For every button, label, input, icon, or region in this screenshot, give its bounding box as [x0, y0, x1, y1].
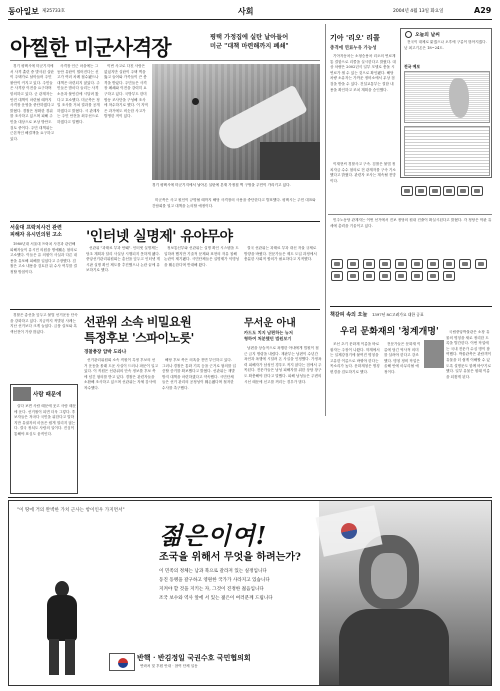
ad-sponsor: 반핵 · 반김정일 국권수호 국민협의회 [137, 653, 251, 662]
ad-top-line: "이 땅에 거의 완벽한 가치 근사는 항이인우 가지면서" [17, 508, 125, 513]
column-body: 살다 보면 사람 때문에 웃고 사람 때문에 운다. 선거철이 되면 더욱 그렇다. 후보자들은 저마다 국민을 위한다고 말하지만 유권자의 마음은 쉽게 열리지 않는다. 결국 정치도 사람의 일이다. 진심이 통해야 표심도 움직인다. [14, 404, 76, 436]
ad-sponsor-info: 연락처 및 후원 안내 · 참여 단체 일동 [140, 664, 198, 668]
ad-slogan: 젊은이여! [159, 521, 268, 550]
ad-body-line: 지켜야 할 것을 지키는 자, 그것이 진정한 젊음입니다 [159, 587, 264, 592]
page-number: A29 [474, 6, 492, 15]
face-icon [363, 271, 375, 281]
culture-body-2: 전문가들은 문화재 이름에 담긴 역사적 의미를 살려야 한다고 강조했다. 명칭 정비 작업은 올해 안에 마무리될 예정이다. [384, 342, 421, 374]
culture-side-col: 국립중앙박물관은 소장 유물의 명칭을 새로 정리한 도록을 발간한다. 이번 작업에는 국내 전문가 수십 명이 참여했다. 박물관측은 관람객이 유물을 더 쉽게 이해할 수 있도록 설명문도 함께 바꾸기로 했다. 일부 유물은 원래 이름을 되찾게 된다. [446, 330, 492, 379]
cloud-icon [443, 186, 455, 196]
lead-photo-caption: 경기 평택시에 미군기지에서 날아온 실탄에 본재 가정집 벽 구멍을 주민이 가리키고 있다. [152, 183, 291, 187]
story2-body-3: 결국 선관위는 과태료 부과 대신 자율 규제로 방향을 바꿨다. 전문가들은 제도 도입 과정에서 충분한 사회적 합의가 필요하다고 지적했다. [244, 246, 317, 262]
sidebar-brief-1: 이재현씨 경찰사고 구속. 검찰은 불법 정치자금 수수 혐의로 전 관계자를 구속 기소했다고 밝혔다. 관련자 조사는 계속될 전망이다. [330, 162, 396, 183]
story2-headline: '인터넷 실명제' 유야무야 [86, 229, 233, 245]
story3-top-rule [10, 309, 320, 310]
ad-question: 조국을 위해서 무엇을 하려는가? [159, 552, 301, 563]
face-icon [331, 259, 343, 269]
cloud-icon [429, 186, 441, 196]
weather-summary: 전국이 대체로 맑겠으나 오후에 구름이 많아지겠다. 낮 최고기온은 18~24도. [404, 40, 487, 50]
culture-headline: 우리 문화재의 '청계개명' [340, 327, 439, 337]
story2-kicker: 서울대 프락치사건 관련 피해자 유시민의원 고소 [10, 225, 62, 238]
lead-headline: 아찔한 미군사격장 [10, 35, 171, 60]
face-icon [331, 271, 343, 281]
story2-body-1: 선관위 "과태료 부과 안돼". 인터넷 실명제는 당초 계획과 달리 사실상 시행되지 못하게 됐다. 중앙선거관리위원회는 총선을 앞두고 인터넷 게시판 실명 확인 제도를 추진했으나 논란 끝에 유보하기로 했다. [86, 246, 160, 273]
cloud-icon [471, 186, 483, 196]
column-portrait [13, 387, 31, 401]
weather-map [404, 71, 490, 123]
masthead [8, 6, 492, 18]
culture-body-1: 조선 초기 문화재 이름을 바로잡자는 주장이 나왔다. 학계에서는 일제강점기에 붙여진 명칭을 고유한 이름으로 바꿔야 한다는 목소리가 높다. 문화재청은 명칭 변경을 검토하기로 했다. [330, 342, 380, 374]
story3-body-2: 해당 후보 측은 의혹을 전면 부인하고 있다. 그러나 경찰은 통화 기록 등을 근거로 혐의를 입증할 증거를 확보했다고 밝혔다. 선관위는 재발 방지 대책을 마련하겠다고 약속했다. 시민단체들은 선거 관리의 공정성이 훼손됐다며 철저한 수사를 촉구했다. [162, 358, 236, 390]
weather-table [404, 126, 490, 176]
cloud-icon [401, 186, 413, 196]
paper-name: 동아일보 [8, 7, 39, 16]
ad-body-line: 조국 보수와 역사 앞에 서 있는 젊은이 여러분께 드립니다 [159, 596, 273, 601]
lead-headline-divider [10, 60, 320, 61]
ad-right-portrait [319, 501, 492, 686]
column-label: 사람 때문에 [33, 392, 62, 398]
face-icon [459, 259, 471, 269]
lead-body-col-2: 사격장 인근 마을에는 그동안 유탄이 떨어진다는 신고가 여러 차례 접수됐으나 대책은 마련되지 않았다. 주민들은 밤마다 들리는 사격 소음과 불안감에 시달려 왔다고 호소했다. 미군측은 정밀 조사를 거쳐 결과를 공개하겠다고 밝혔다. 시 관계자는 주민 안전을 최우선으로 하겠다고 말했다. [57, 64, 100, 124]
cloud-icon [457, 186, 469, 196]
story4-headline: 무서운 아내 [244, 318, 296, 329]
face-icon [379, 271, 391, 281]
ad-top-rule [8, 497, 492, 498]
lead-body-col-3: 이번 사고로 다친 사람은 없었지만 실탄이 주택 벽을 뚫고 들어와 가족들이 큰 충격을 받았다. 주민들은 사격장 폐쇄와 이전을 강력히 요구하고 있다. 국방부도 한미 합동 조사단을 구성해 조사에 착수하기로 했다. 이 지역은 과거에도 비슷한 사고가 발생한 적이 있다. [104, 64, 148, 119]
face-icon [475, 259, 487, 269]
face-icon [379, 259, 391, 269]
face-icon [411, 271, 423, 281]
weather-icon-grid [400, 181, 492, 215]
issue-number: 제25733호 [42, 9, 66, 14]
story2-kicker-body: 1980년대 서울대 프락치 사건과 관련해 피해자들이 유시민 의원을 명예훼손 혐의로 고소했다. 이들은 유 의원이 사실과 다른 내용을 유포해 피해를 입었다고 주장했다. 검찰은 고소 내용을 검토한 뒤 수사 여부를 결정할 방침이다. [10, 242, 78, 274]
section-title: 사회 [238, 7, 254, 16]
lead-photo [152, 64, 320, 180]
sidebar-brief-2: 민주노동당 관계자는 이번 선거에서 진보 정당의 원내 진출이 확실시된다고 밝혔다. 각 정당은 막판 유세에 총력을 기울이고 있다. [330, 218, 492, 228]
culture-kicker [330, 310, 424, 319]
story2-top-rule [10, 221, 320, 222]
cloud-icon [415, 186, 427, 196]
poll-icon-row [330, 259, 492, 303]
face-icon [347, 271, 359, 281]
story2-body-2: 정보통신부와 선관위는 실명 확인 시스템을 도입하려 했지만 기술적 문제와 표현의 자유 침해 논란이 제기됐다. 시민단체들은 실명제가 익명성을 훼손한다며 반대해 왔다. [164, 246, 240, 267]
face-icon [411, 259, 423, 269]
weather-title: 오늘의 날씨 [415, 33, 440, 38]
lead-body-col-1: 경기 평택시에 미군기지에서 사격 훈련 중 발사된 실탄이 주택가로 날아들어 주민 불안이 커지고 있다. 주민들은 사격장 이전을 요구하며 항의하고 있다. 군 관계자는 안전 대책이 마련될 때까지 사격장 운영을 중단하겠다고 밝혔다. 경찰은 정확한 경위를 조사하고 있으며 피해 주민을 대상으로 보상 방안도 검토 중이다. 주민 대책위는 근본적인 해결책을 요구하고 있다. [10, 64, 54, 141]
lead-deck: 평택 가정집에 실탄 날아들어 미군 "대책 마련해까지 폐쇄" [210, 34, 289, 50]
story4-subhead: 카드도 치지 남편하는 뉴저 형하여 처분했던 법원보기 [244, 330, 293, 341]
face-icon [427, 271, 439, 281]
face-icon [347, 259, 359, 269]
recall-subhead: 충격에 연료누유 가능성 [330, 46, 377, 51]
face-icon [443, 259, 455, 269]
face-icon [395, 271, 407, 281]
face-icon [363, 259, 375, 269]
face-icon [443, 271, 455, 281]
face-icon [427, 259, 439, 269]
korea-map-shape [449, 78, 469, 118]
issue-date: 2004년 4월 13일 화요일 [393, 9, 444, 14]
ad-body [159, 567, 329, 603]
recall-body: 기아자동차는 소형승용차 리오의 연료계통 결함으로 리콜을 실시한다고 밝혔다. 대상 차량은 2002년식 일부 모델로 충돌 시 연료가 샐 수 있는 것으로 확인됐다. 해당 차량 소유자는 가까운 정비소에서 무상 점검을 받을 수 있다. 건설교통부는 결함 내용을 확인하고 조치 계획을 승인했다. [330, 54, 396, 92]
right-column-divider [325, 24, 326, 416]
masthead-rule [8, 19, 492, 20]
story3-byline: 경찰총장 압박 도라나 [84, 350, 127, 355]
ad-body-line: 이 민족의 정체는 남과 북으로 갈라져 있는 실정입니다 [159, 569, 267, 574]
taegeuk-icon [118, 658, 128, 668]
weather-box [400, 28, 492, 178]
culture-top-rule [330, 306, 492, 307]
story4-body: 남편을 상습적으로 폭행한 아내에게 법원이 접근 금지 명령을 내렸다. 재판부는 남편이 수년간 폭언과 폭행에 시달려 온 사실을 인정했다. 가정폭력 피해자가 남성인 경우도 적지 않다는 점에서 주목된다. 전문가들은 남성 피해자를 위한 상담 창구도 확충해야 한다고 말했다. 피해 남성들은 주변의 시선 때문에 신고를 꺼리는 경우가 많다. [244, 346, 322, 384]
culture-year-line: 1397년 8C고려가요 대한 공표 [372, 312, 424, 317]
face-icon [395, 259, 407, 269]
left-brief: 경찰은 총선을 앞두고 불법 선거운동 단속을 강화하고 있다. 지금까지 적발된 사례는 지난 선거보다 크게 늘었다. 금품 살포와 흑색선전이 가장 많았다. [10, 313, 78, 334]
ad-left-figure [37, 581, 89, 677]
story3-body-1: 선거관리위원회 소속 직원이 특정 후보의 선거 운동을 몰래 도운 사실이 드러나 파문이 일고 있다. 이 직원은 선관위의 단속 정보를 후보 측에 넘긴 혐의를 받고 있다. 경찰은 관련자들을 소환해 조사하고 있으며 선관위는 자체 감사에 착수했다. [84, 358, 158, 390]
culture-kicker-label: 책갈피 속의 오늘 [330, 312, 368, 318]
ad-taegukgi-flag [109, 653, 135, 671]
story3-headline: 선관위 소속 비밀요원 특정후보 '스파이노릇' [84, 315, 194, 345]
recall-headline: 기아 '리오' 리콜 [330, 34, 380, 42]
photo-bullet-hole [192, 98, 199, 105]
lead-body-col-4: 미군측은 사고 원인이 규명될 때까지 해당 사격장의 사용을 중단한다고 발표했다. 평택시는 주민 대표와 간담회를 열고 대책을 논의할 예정이다. [152, 198, 316, 208]
ad-body-line: 동진 동맹을 갈구하고 영원한 국가가 사라지고 있습니다 [159, 578, 270, 583]
sun-icon [405, 31, 412, 38]
culture-photo [424, 340, 444, 368]
column-box [10, 384, 78, 494]
weather-subtitle: 전국 예보 [404, 64, 420, 69]
ad-panel [8, 500, 492, 686]
